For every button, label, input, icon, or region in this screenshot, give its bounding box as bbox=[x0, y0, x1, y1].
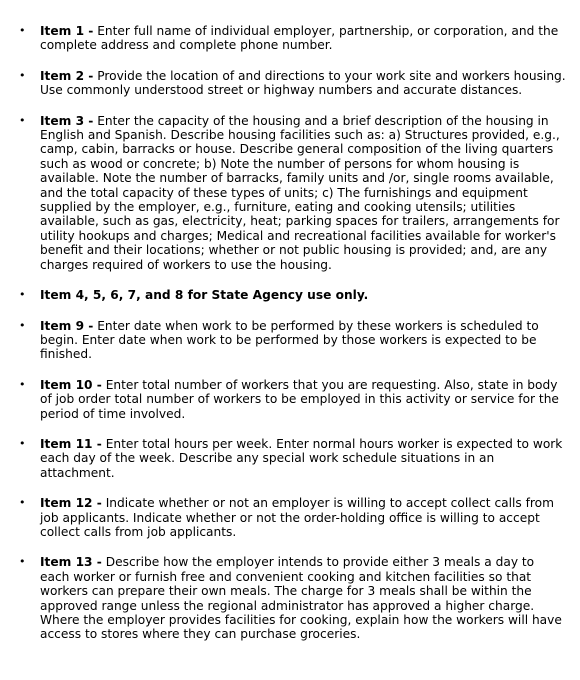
item-label: Item 1 - bbox=[40, 24, 94, 38]
bullet-icon: • bbox=[19, 68, 26, 82]
instruction-item-11 bbox=[19, 437, 566, 480]
item-text: Enter full name of individual employer, partnership, or corporation, and the complete address and complete phone number. bbox=[40, 24, 559, 53]
item-label: Item 12 - bbox=[40, 496, 102, 511]
item-text: Enter the capacity of the housing and a brief description of the housing in English and Spanish. Describe housing facilities such as: a) Structures provided, e.g., camp, cabin, barracks or house. Describe general composition of the living quarters such as wood or concrete; b) Note the number of persons for whom housing is available. Note the number of barracks, family units and /or, single rooms available, and the total capacity of these types of units; c) The furnishings and equipment supplied by the employer, e.g., furniture, eating and cooking utensils; utilities available, such as gas, electricity, heat; parking spaces for trailers, arrangements for utility hookups and charges; Medical and recreational facilities available for worker's benefit and their locations; whether or not public housing is provided; and, are any charges required of workers to use the housing. bbox=[40, 113, 560, 272]
instruction-item-2 bbox=[19, 69, 566, 98]
instruction-list bbox=[19, 24, 566, 642]
item-text: Enter date when work to be performed by these workers is scheduled to begin. Enter date when work to be performed by those workers is expected to be finished. bbox=[40, 318, 539, 362]
item-label: Item 4, 5, 6, 7, and 8 for State Agency use only. bbox=[40, 288, 369, 303]
item-label: Item 9 - bbox=[40, 318, 94, 333]
instruction-item-9 bbox=[19, 319, 566, 362]
bullet-icon: • bbox=[19, 24, 26, 37]
instruction-item-10 bbox=[19, 378, 566, 421]
instruction-item-1 bbox=[19, 24, 566, 53]
bullet-icon: • bbox=[19, 496, 26, 510]
item-label: Item 11 - bbox=[40, 436, 102, 451]
bullet-icon: • bbox=[19, 555, 26, 569]
item-text: Indicate whether or not an employer is willing to accept collect calls from job applicants. Indicate whether or not the order-holding office is willing to accept collect calls from job applicants. bbox=[40, 496, 554, 539]
item-label: Item 3 - bbox=[40, 113, 94, 128]
item-text: Describe how the employer intends to provide either 3 meals a day to each worker or furnish free and convenient cooking and kitchen facilities so that workers can prepare their own meals. The charge for 3 meals shall be within the approved range unless the regional administrator has approved a higher charge. Where the employer provides facilities for cooking, explain how the workers will have access to stores where they can purchase groceries. bbox=[40, 555, 562, 642]
bullet-icon: • bbox=[19, 288, 26, 302]
item-text: Provide the location of and directions to your work site and workers housing. Use commonly understood street or highway numbers and accurate distances. bbox=[40, 68, 566, 98]
instruction-item-13 bbox=[19, 555, 566, 641]
item-label: Item 2 - bbox=[40, 68, 94, 83]
bullet-icon: • bbox=[19, 318, 26, 332]
instruction-item-12 bbox=[19, 496, 566, 539]
instruction-item-3 bbox=[19, 114, 566, 272]
bullet-icon: • bbox=[19, 377, 26, 391]
bullet-icon: • bbox=[19, 436, 26, 450]
item-label: Item 10 - bbox=[40, 377, 102, 392]
item-text: Enter total number of workers that you are requesting. Also, state in body of job order total number of workers to be employed in this activity or service for the period of time involved. bbox=[40, 377, 559, 421]
bullet-icon: • bbox=[19, 113, 26, 127]
item-label: Item 13 - bbox=[40, 555, 102, 570]
item-text: Enter total hours per week. Enter normal hours worker is expected to work each day of the week. Describe any special work schedule situations in an attachment. bbox=[40, 436, 563, 480]
instruction-item-4-8 bbox=[19, 288, 566, 302]
